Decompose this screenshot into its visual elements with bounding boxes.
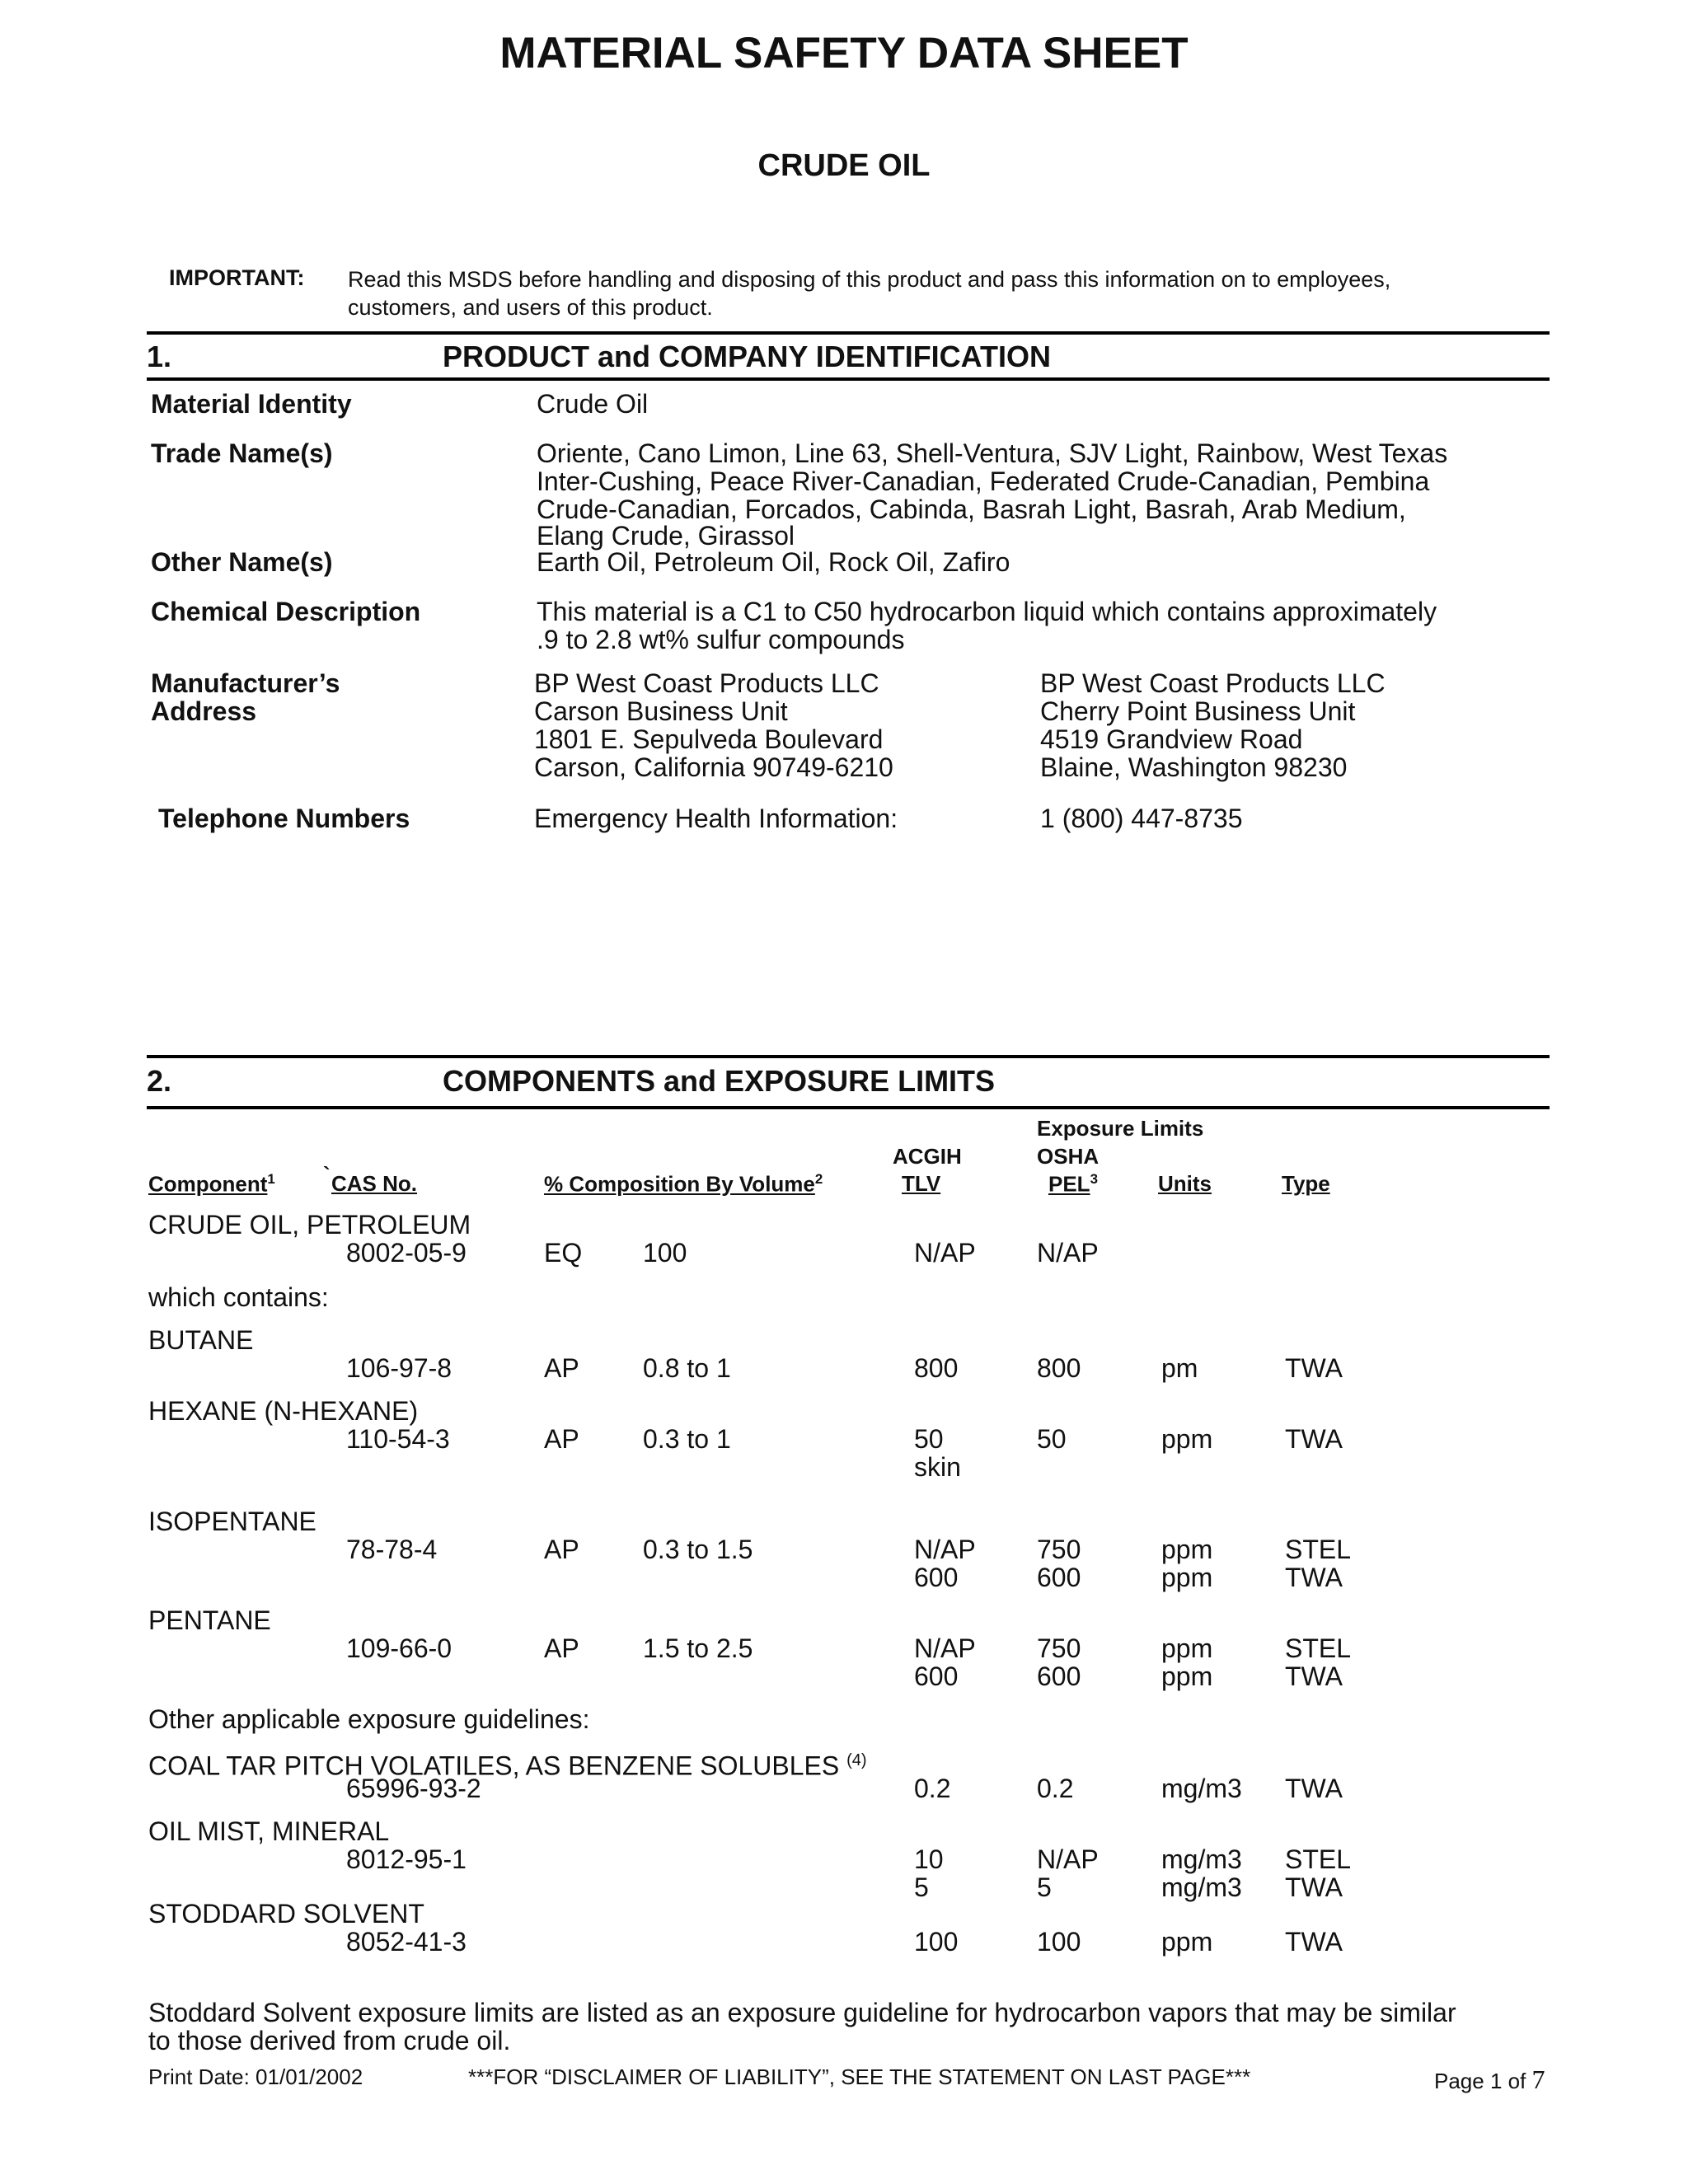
- component-oil-mist-name: OIL MIST, MINERAL: [148, 1816, 390, 1846]
- component-isopentane-tlv: N/AP 600: [914, 1535, 976, 1592]
- component-hexane-cas: 110-54-3: [346, 1424, 450, 1454]
- header-tlv: TLV: [902, 1171, 941, 1196]
- print-date: Print Date: 01/01/2002: [148, 2064, 363, 2089]
- component-pentane-tlv: N/AP 600: [914, 1633, 976, 1691]
- header-tick-mark: `: [323, 1162, 331, 1187]
- component-butane-cas: 106-97-8: [346, 1353, 452, 1383]
- document-title: MATERIAL SAFETY DATA SHEET: [499, 29, 1189, 77]
- component-butane-code: AP: [544, 1353, 579, 1383]
- component-isopentane-type: STEL TWA: [1285, 1535, 1352, 1592]
- section2-number: 2.: [147, 1064, 172, 1098]
- section1-bottom-rule: [147, 377, 1550, 381]
- component-stoddard-units: ppm: [1161, 1927, 1213, 1957]
- section2-bottom-rule: [147, 1106, 1550, 1109]
- component-butane-name: BUTANE: [148, 1325, 254, 1355]
- header-type: Type: [1282, 1171, 1330, 1196]
- other-guidelines-label: Other applicable exposure guidelines:: [148, 1704, 590, 1734]
- header-osha: OSHA: [1037, 1144, 1100, 1169]
- component-hexane-pel: 50: [1037, 1424, 1067, 1454]
- component-oil-mist-tlv: 10 5: [914, 1844, 944, 1902]
- component-isopentane-cas: 78-78-4: [346, 1535, 438, 1564]
- component-isopentane-pel: 750 600: [1037, 1535, 1081, 1592]
- component-pentane-name: PENTANE: [148, 1605, 271, 1635]
- component-coal-tar-name: COAL TAR PITCH VOLATILES, AS BENZENE SOLUBLES $^{(4)}$: [148, 1750, 867, 1781]
- component-oil-mist-type: STEL TWA: [1285, 1844, 1352, 1902]
- component-hexane-units: ppm: [1161, 1424, 1213, 1454]
- chemical-description-label: Chemical Description: [151, 597, 421, 626]
- which-contains-label: which contains:: [148, 1282, 329, 1312]
- component-isopentane-pct: 0.3 to 1.5: [643, 1535, 753, 1564]
- header-cas: CAS No.: [331, 1171, 417, 1196]
- component-oil-mist-pel: N/AP 5: [1037, 1844, 1099, 1902]
- header-composition: % Composition By Volume$^2$: [544, 1171, 823, 1197]
- trade-names-label: Trade Name(s): [151, 438, 333, 468]
- section1-top-rule: [147, 331, 1550, 335]
- component-butane-units: pm: [1161, 1353, 1198, 1383]
- component-crude-oil-code: EQ: [544, 1238, 583, 1268]
- component-isopentane-name: ISOPENTANE: [148, 1507, 316, 1536]
- component-crude-oil-pct: 100: [643, 1238, 687, 1268]
- telephone-label: Telephone Numbers: [158, 804, 410, 833]
- other-names-label: Other Name(s): [151, 547, 333, 577]
- disclaimer-note: ***FOR “DISCLAIMER OF LIABILITY”, SEE THE STATEMENT ON LAST PAGE***: [468, 2064, 1251, 2089]
- telephone-number: 1 (800) 447-8735: [1040, 804, 1243, 833]
- component-hexane-type: TWA: [1285, 1424, 1343, 1454]
- header-component: Component$^1$: [148, 1171, 275, 1197]
- component-coal-tar-pel: 0.2: [1037, 1774, 1074, 1803]
- section2-title: COMPONENTS and EXPOSURE LIMITS: [443, 1064, 996, 1098]
- section2-top-rule: [147, 1055, 1550, 1058]
- component-butane-pct: 0.8 to 1: [643, 1353, 731, 1383]
- component-stoddard-pel: 100: [1037, 1927, 1081, 1957]
- component-butane-type: TWA: [1285, 1353, 1343, 1383]
- component-hexane-tlv: 50 skin: [914, 1424, 961, 1482]
- component-stoddard-name: STODDARD SOLVENT: [148, 1899, 424, 1929]
- header-acgih: ACGIH: [893, 1144, 962, 1169]
- component-butane-pel: 800: [1037, 1353, 1081, 1383]
- manufacturer-address-carson: BP West Coast Products LLC Carson Business Unit 1801 E. Sepulveda Boulevard Carson, California 90749-6210: [534, 668, 893, 782]
- component-pentane-type: STEL TWA: [1285, 1633, 1352, 1691]
- component-pentane-pct: 1.5 to 2.5: [643, 1633, 753, 1663]
- component-butane-tlv: 800: [914, 1353, 959, 1383]
- material-identity-label: Material Identity: [151, 389, 352, 419]
- component-pentane-units: ppm ppm: [1161, 1633, 1213, 1691]
- component-isopentane-units: ppm ppm: [1161, 1535, 1213, 1592]
- component-stoddard-cas: 8052-41-3: [346, 1927, 467, 1957]
- page-number: Page 1 of 7: [1434, 2064, 1545, 2094]
- telephone-description: Emergency Health Information:: [534, 804, 898, 833]
- component-hexane-pct: 0.3 to 1: [643, 1424, 731, 1454]
- component-stoddard-type: TWA: [1285, 1927, 1343, 1957]
- component-crude-oil-name: CRUDE OIL, PETROLEUM: [148, 1210, 471, 1240]
- other-names-value: Earth Oil, Petroleum Oil, Rock Oil, Zafiro: [537, 547, 1010, 577]
- chemical-description-value: This material is a C1 to C50 hydrocarbon liquid which contains approximately .9 to 2.8 wt% sulfur compounds: [537, 597, 1437, 654]
- header-pel: PEL$^3$: [1048, 1171, 1098, 1197]
- component-coal-tar-units: mg/m3: [1161, 1774, 1242, 1803]
- component-crude-oil-pel: N/AP: [1037, 1238, 1099, 1268]
- component-coal-tar-tlv: 0.2: [914, 1774, 951, 1803]
- header-exposure-limits: Exposure Limits: [1037, 1116, 1204, 1141]
- component-crude-oil-tlv: N/AP: [914, 1238, 976, 1268]
- product-title: CRUDE OIL: [757, 148, 931, 183]
- component-isopentane-code: AP: [544, 1535, 579, 1564]
- stoddard-note: Stoddard Solvent exposure limits are listed as an exposure guideline for hydrocarbon vapors that may be similar to those derived from crude oil.: [148, 1998, 1456, 2055]
- component-hexane-name: HEXANE (N-HEXANE): [148, 1396, 419, 1426]
- component-stoddard-tlv: 100: [914, 1927, 959, 1957]
- material-identity-value: Crude Oil: [537, 389, 649, 419]
- manufacturer-address-label: Manufacturer’s Address: [151, 668, 340, 726]
- component-pentane-cas: 109-66-0: [346, 1633, 452, 1663]
- component-oil-mist-cas: 8012-95-1: [346, 1844, 467, 1874]
- section1-number: 1.: [147, 340, 172, 373]
- trade-names-value: Oriente, Cano Limon, Line 63, Shell-Ventura, SJV Light, Rainbow, West Texas Inter-Cushing, Peace River-Canadian, Federated Crude-Canadian, Pembina Crude-Canadian, Forcados, Cabinda, Basrah Light, Basrah, Arab Medium, Elang Crude, Girassol: [537, 438, 1448, 551]
- header-units: Units: [1158, 1171, 1212, 1196]
- important-text: Read this MSDS before handling and disposing of this product and pass this information on to employees, customers, and users of this product.: [348, 267, 1391, 320]
- section1-title: PRODUCT and COMPANY IDENTIFICATION: [443, 340, 1051, 373]
- component-pentane-code: AP: [544, 1633, 579, 1663]
- component-coal-tar-type: TWA: [1285, 1774, 1343, 1803]
- component-oil-mist-units: mg/m3 mg/m3: [1161, 1844, 1242, 1902]
- component-coal-tar-cas: 65996-93-2: [346, 1774, 481, 1803]
- important-label: IMPORTANT:: [169, 265, 305, 290]
- component-pentane-pel: 750 600: [1037, 1633, 1081, 1691]
- manufacturer-address-cherry-point: BP West Coast Products LLC Cherry Point Business Unit 4519 Grandview Road Blaine, Washington 98230: [1040, 668, 1386, 782]
- component-hexane-code: AP: [544, 1424, 579, 1454]
- component-crude-oil-cas: 8002-05-9: [346, 1238, 467, 1268]
